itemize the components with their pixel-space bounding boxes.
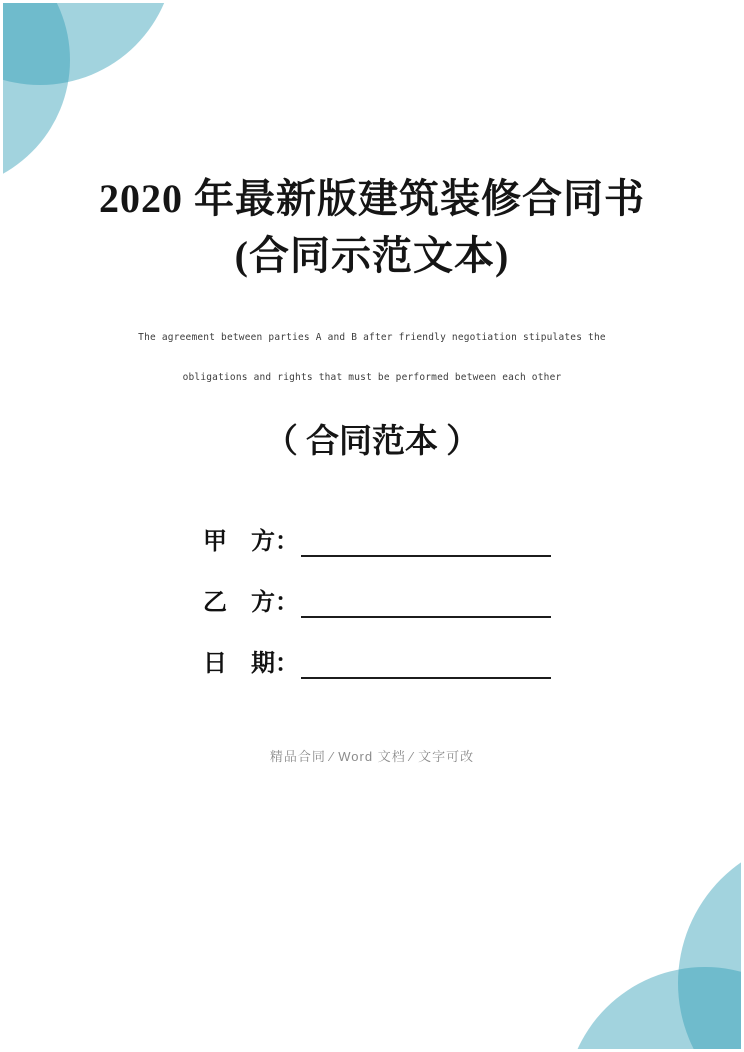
date-blank-line [301,651,551,679]
corner-circle-top-left-icon [3,3,175,85]
english-subtitle-line1: The agreement between parties A and B after friendly negotiation stipulates the [138,332,606,343]
document-title-line2: (合同示范文本) [234,233,510,278]
party-b-row [203,588,551,618]
english-subtitle-line2: obligations and rights that must be performed between each other [182,372,562,383]
party-a-blank-line [301,529,551,557]
footer-tagline: 精品合同 ∕ Word 文档 ∕ 文字可改 [269,749,475,764]
english-subtitle [0,318,744,398]
party-a-label: 甲 方： [203,529,299,555]
party-b-blank-line [301,590,551,618]
party-a-row [203,527,551,557]
date-label: 日 期： [203,651,299,677]
signature-fields [203,527,551,710]
page-decoration [3,3,741,1049]
date-row [203,649,551,679]
document-title [0,170,744,284]
contract-sample-label: （ 合同范本 ） [264,424,480,460]
document-title-line1: 2020 年最新版建筑装修合同书 [99,176,645,221]
corner-circle-bottom-right-icon [678,836,741,1049]
party-b-label: 乙 方： [203,590,299,616]
corner-circle-top-left-secondary-icon [3,3,70,190]
corner-circle-bottom-right-secondary-icon [565,967,741,1049]
